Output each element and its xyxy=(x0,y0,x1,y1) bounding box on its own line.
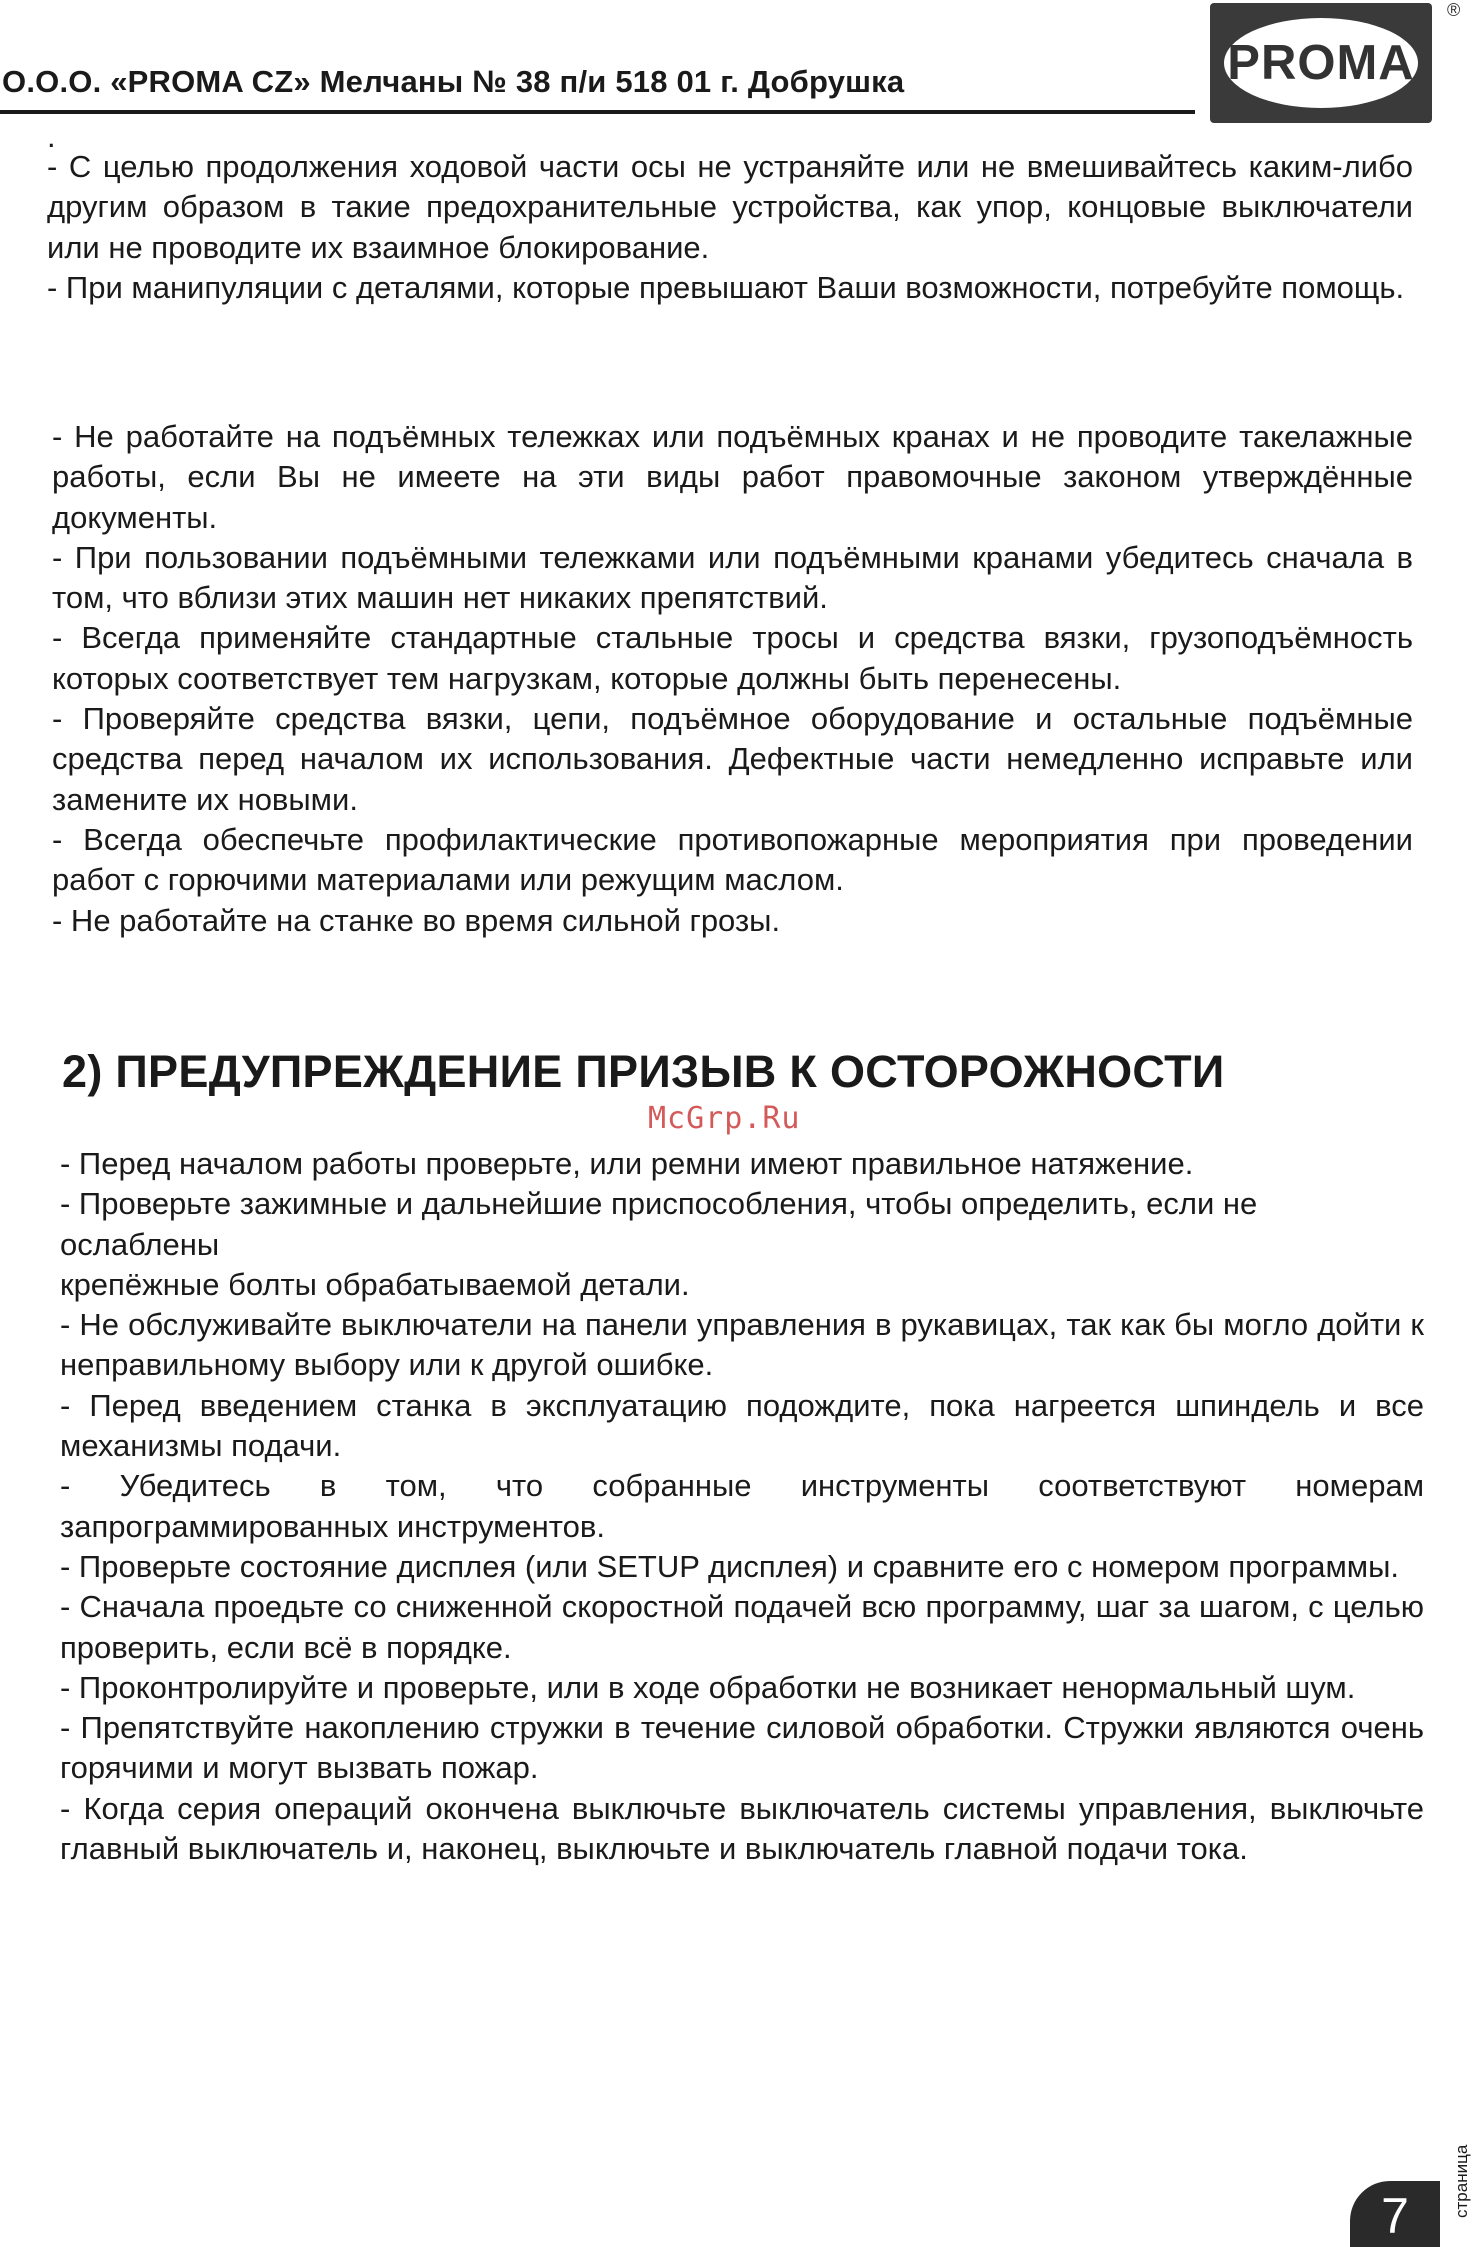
paragraph: - Убедитесь в том, что собранные инструменты соответствуют номерам запрограммированных инструментов. xyxy=(60,1468,1424,1544)
proma-logo xyxy=(1210,3,1432,123)
header-divider xyxy=(0,110,1195,114)
paragraph: - Не работайте на станке во время сильной грозы. xyxy=(52,902,781,938)
logo-text: PROMA xyxy=(1227,36,1415,90)
paragraph: - Проверьте состояние дисплея (или SETUP дисплея) и сравните его с номером программы. xyxy=(60,1548,1399,1584)
paragraph: - Перед началом работы проверьте, или ремни имеют правильное натяжение. xyxy=(60,1146,1194,1181)
stray-dot: . xyxy=(47,119,56,154)
paragraph: - При пользовании подъёмными тележками или подъёмными кранами убедитесь сначала в том, что вблизи этих машин нет никаких препятствий. xyxy=(52,539,1413,616)
paragraph: - Всегда применяйте стандартные стальные тросы и средства вязки, грузоподъёмность которых соответствует тем нагрузкам, которые должны быть перенесены. xyxy=(52,620,1413,696)
watermark: McGrp.Ru xyxy=(648,1101,801,1136)
paragraph: - Не обслуживайте выключатели на панели управления в рукавицах, так как бы могло дойти к неправильному выбору или к другой ошибке. xyxy=(60,1307,1424,1383)
paragraph: - Проверяйте средства вязки, цепи, подъёмное оборудование и остальные подъёмные средства перед началом их использования. Дефектные части немедленно исправьте или замените их новыми. xyxy=(52,701,1413,817)
page-number-badge xyxy=(1350,2181,1440,2247)
page-word-label: страница xyxy=(1452,2144,1471,2218)
paragraph: - С целью продолжения ходовой части осы не устраняйте или не вмешивайтесь каким-либо другим образом в такие предохранительные устройства, как упор, концовые выключатели или не проводите их взаимное блокирование. xyxy=(47,149,1413,265)
page-number: 7 xyxy=(1381,2188,1409,2244)
paragraph: - Сначала проедьте со сниженной скоростной подачей всю программу, шаг за шагом, с целью проверить, если всё в порядке. xyxy=(60,1589,1424,1665)
paragraph: крепёжные болты обрабатываемой детали. xyxy=(60,1266,690,1302)
registered-mark: ® xyxy=(1447,0,1461,20)
company-header: О.О.О. «PROMA CZ» Мелчаны № 38 п/и 518 01 г. Добрушка xyxy=(2,64,905,99)
intro-block xyxy=(47,119,1413,308)
logo-oval xyxy=(1224,18,1418,108)
paragraph: - Перед введением станка в эксплуатацию подождите, пока нагреется шпиндель и все механизмы подачи. xyxy=(60,1387,1424,1464)
paragraph: - Всегда обеспечьте профилактические противопожарные мероприятия при проведении работ с горючими материалами или режущим маслом. xyxy=(52,821,1413,898)
paragraph: - Препятствуйте накоплению стружки в течение силовой обработки. Стружки являются очень горячими и могут вызвать пожар. xyxy=(60,1710,1424,1786)
paragraph: - Проверьте зажимные и дальнейшие приспособления, чтобы определить, если не ослаблены xyxy=(60,1186,1258,1262)
safety-block xyxy=(52,417,1413,941)
paragraph: - Проконтролируйте и проверьте, или в ходе обработки не возникает ненормальный шум. xyxy=(60,1669,1356,1705)
section-title: 2) ПРЕДУПРЕЖДЕНИЕ ПРИЗЫВ К ОСТОРОЖНОСТИ xyxy=(62,1046,1225,1097)
warning-block xyxy=(60,1144,1424,1869)
paragraph: - Не работайте на подъёмных тележках или подъёмных кранах и не проводите такелажные работы, если Вы не имеете на эти виды работ правомочные законом утверждённые документы. xyxy=(52,419,1413,535)
paragraph: - При манипуляции с деталями, которые превышают Ваши возможности, потребуйте помощь. xyxy=(47,269,1405,305)
paragraph: - Когда серия операций окончена выключьте выключатель системы управления, выключьте главный выключатель и, наконец, выключьте и выключатель главной подачи тока. xyxy=(60,1790,1424,1867)
